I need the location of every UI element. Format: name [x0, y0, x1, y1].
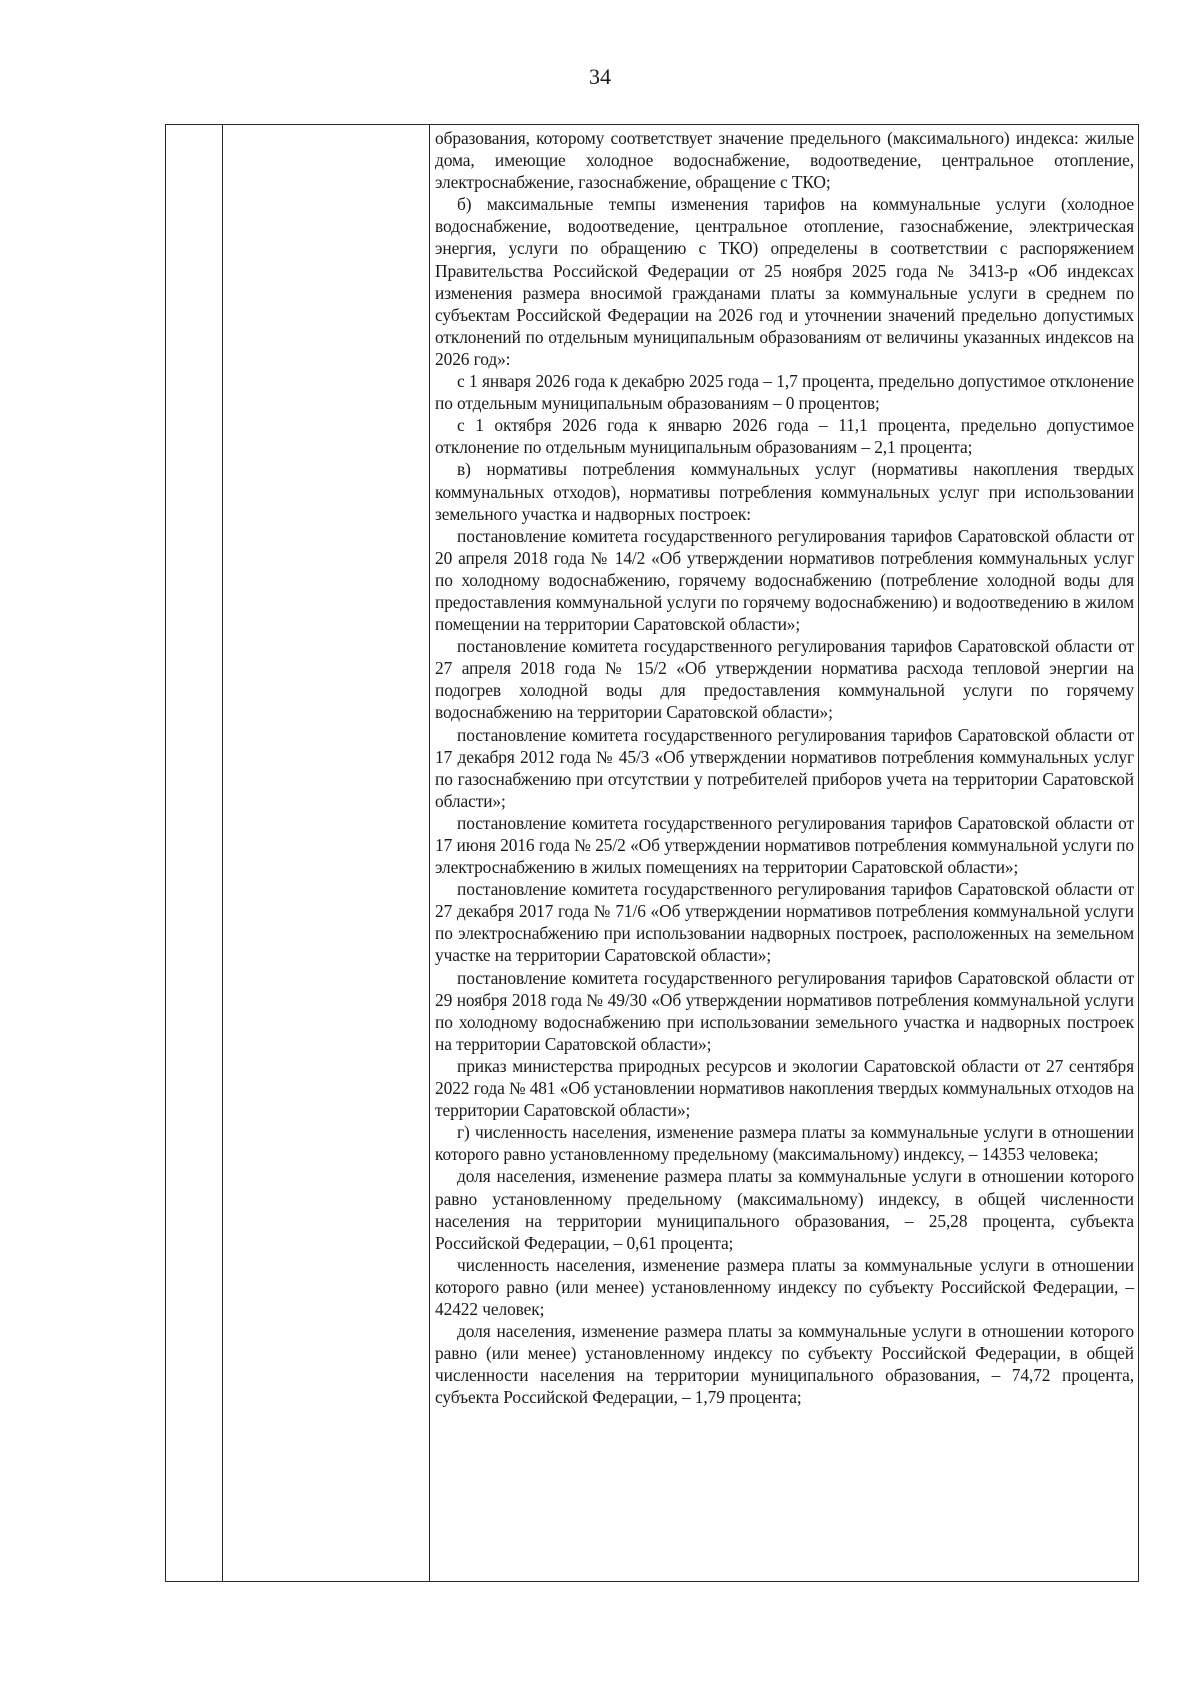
- table-row: [166, 125, 1139, 1582]
- paragraph: б) максимальные темпы изменения тарифов на коммунальные услуги (холодное водоснабжение, водоотведение, центральное отопление, газоснабжение, электрическая энергия, услуги по обращению с ТКО) определены в соответствии с распоряжением Правительства Российской Федерации от 25 ноября 2025 года № 3413-р «Об индексах изменения размера вносимой гражданами платы за коммунальные услуги в среднем по субъектам Российской Федерации на 2026 год и уточнении значений предельно допустимых отклонений по отдельным муниципальным образованиям от величины указанных индексов на 2026 год»:: [435, 194, 1134, 369]
- paragraph: приказ министерства природных ресурсов и экологии Саратовской области от 27 сентября 2022 года № 481 «Об установлении нормативов накопления твердых коммунальных отходов на территории Саратовской области»;: [435, 1055, 1134, 1121]
- table-cell-name: [223, 125, 430, 1582]
- paragraph: постановление комитета государственного регулирования тарифов Саратовской области от 20 апреля 2018 года № 14/2 «Об утверждении нормативов потребления коммунальных услуг по холодному водоснабжению, горячему водоснабжению (потребление холодной воды для предоставления коммунальной услуги по горячему водоснабжению) и водоотведению в жилом помещении на территории Саратовской области»;: [435, 525, 1134, 635]
- paragraph: г) численность населения, изменение размера платы за коммунальные услуги в отношении которого равно установленному предельному (максимальному) индексу, – 14353 человека;: [435, 1122, 1134, 1165]
- content-paragraphs: [435, 127, 1134, 1408]
- paragraph: доля населения, изменение размера платы за коммунальные услуги в отношении которого равно (или менее) установленному индексу по субъекту Российской Федерации, в общей численности населения на территории муниципального образования, – 74,72 процента, субъекта Российской Федерации, – 1,79 процента;: [435, 1321, 1134, 1408]
- paragraph: образования, которому соответствует значение предельного (максимального) индекса: жилые дома, имеющие холодное водоснабжение, водоотведение, центральное отопление, электроснабжение, газоснабжение, обращение с ТКО;: [435, 128, 1134, 193]
- paragraph: постановление комитета государственного регулирования тарифов Саратовской области от 29 ноября 2018 года № 49/30 «Об утверждении нормативов потребления коммунальной услуги по холодному водоснабжению при использовании земельного участка и надворных построек на территории Саратовской области»;: [435, 967, 1134, 1054]
- paragraph: численность населения, изменение размера платы за коммунальные услуги в отношении которого равно (или менее) установленному индексу по субъекту Российской Федерации, – 42422 человек;: [435, 1254, 1134, 1319]
- paragraph: постановление комитета государственного регулирования тарифов Саратовской области от 17 декабря 2012 года № 45/3 «Об утверждении нормативов потребления коммунальных услуг по газоснабжению при отсутствии у потребителей приборов учета на территории Саратовской области»;: [435, 724, 1134, 811]
- table-cell-number: [166, 125, 223, 1582]
- table-cell-content: [430, 125, 1139, 1582]
- paragraph: с 1 октября 2026 года к январю 2026 года – 11,1 процента, предельно допустимое отклонение по отдельным муниципальным образованиям – 2,1 процента;: [435, 415, 1134, 458]
- paragraph: доля населения, изменение размера платы за коммунальные услуги в отношении которого равно установленному предельному (максимальному) индексу, в общей численности населения на территории муниципального образования, – 25,28 процента, субъекта Российской Федерации, – 0,61 процента;: [435, 1166, 1134, 1253]
- paragraph: постановление комитета государственного регулирования тарифов Саратовской области от 17 июня 2016 года № 25/2 «Об утверждении нормативов потребления коммунальной услуги по электроснабжению в жилых помещениях на территории Саратовской области»;: [435, 812, 1134, 878]
- paragraph: постановление комитета государственного регулирования тарифов Саратовской области от 27 апреля 2018 года № 15/2 «Об утверждении норматива расхода тепловой энергии на подогрев холодной воды для предоставления коммунальной услуги по горячему водоснабжению на территории Саратовской области»;: [435, 636, 1134, 723]
- document-table: [165, 124, 1139, 1582]
- page-number: 34: [589, 64, 611, 89]
- paragraph: постановление комитета государственного регулирования тарифов Саратовской области от 27 декабря 2017 года № 71/6 «Об утверждении нормативов потребления коммунальной услуги по электроснабжению при использовании надворных построек, расположенных на земельном участке на территории Саратовской области»;: [435, 879, 1134, 966]
- paragraph: в) нормативы потребления коммунальных услуг (нормативы накопления твердых коммунальных отходов), нормативы потребления коммунальных услуг при использовании земельного участка и надворных построек:: [435, 459, 1134, 524]
- paragraph: с 1 января 2026 года к декабрю 2025 года – 1,7 процента, предельно допустимое отклонение по отдельным муниципальным образованиям – 0 процентов;: [435, 371, 1134, 414]
